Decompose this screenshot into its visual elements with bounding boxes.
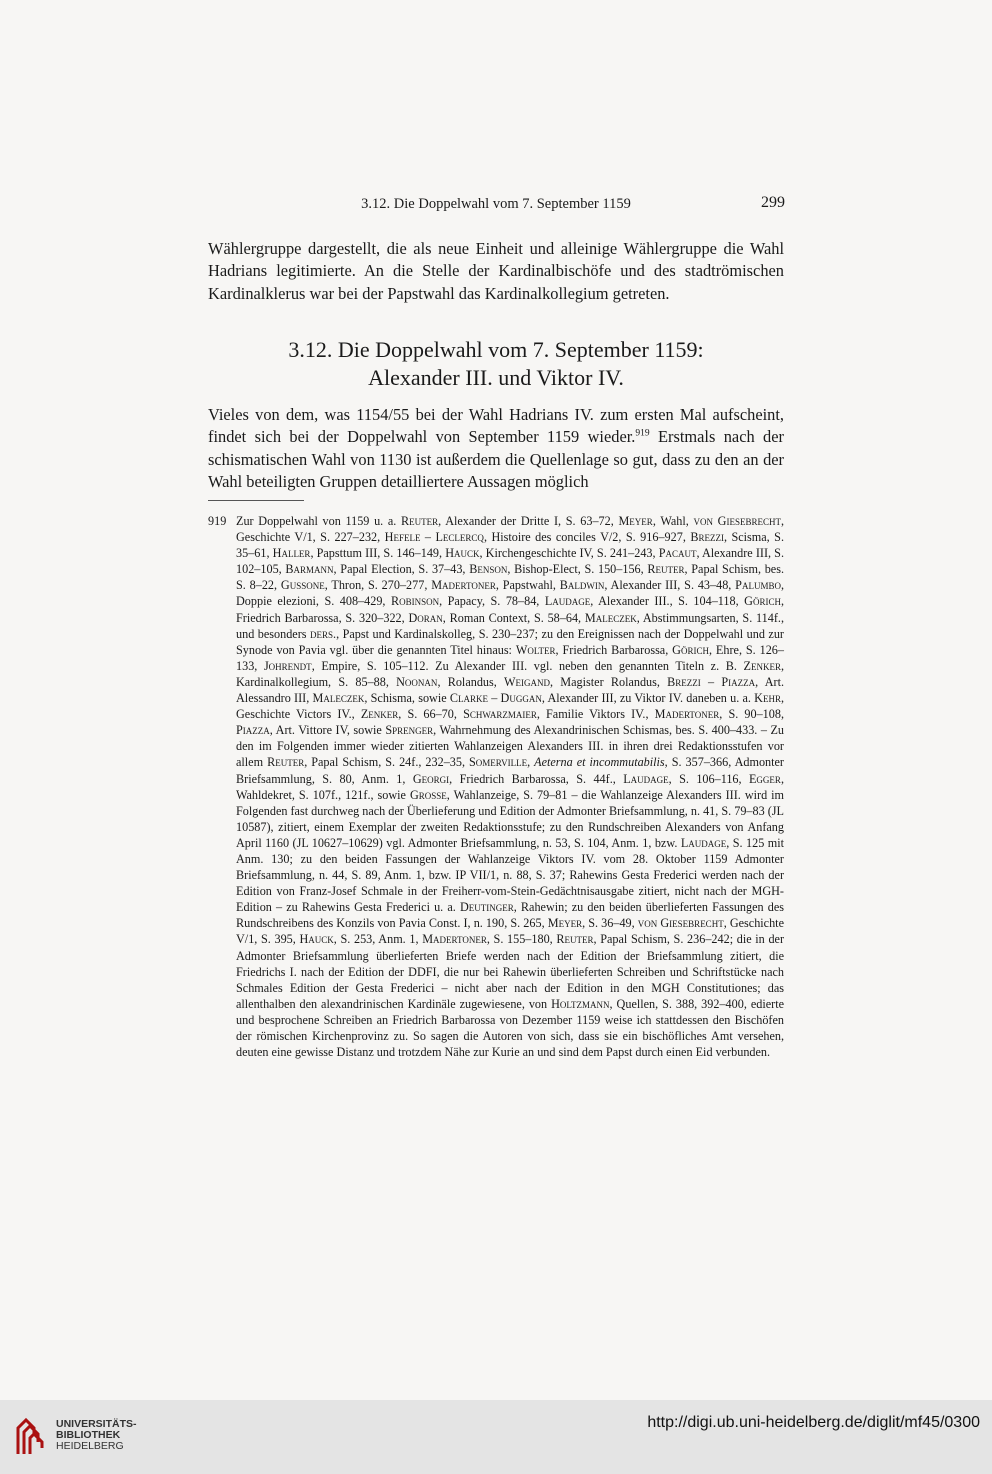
footnote-author: Kehr xyxy=(754,691,781,706)
footnote-author: Somerville xyxy=(469,755,528,770)
footnote-author: Reuter xyxy=(556,932,594,947)
footnote-text-part: , Geschichte Victors IV., xyxy=(236,691,785,722)
footnote-author: Gussone xyxy=(280,578,325,593)
footnote-text-part: , Papsttum III, S. 146–149, xyxy=(310,546,446,561)
footnote-text-part: , Kirchengeschichte IV, S. 241–243, xyxy=(479,546,659,561)
footnote-text-part: , Papstwahl, xyxy=(495,578,560,593)
footnote-text-part: , Alexander III, S. 43–48, xyxy=(604,578,736,593)
footnote-author: Noonan xyxy=(396,674,438,689)
paragraph-intro-text-cont: Erstmals nach der schismatischen Wahl von 1130 ist außerdem die Quellenlage so gut, dass zu den an der Wahl beteiligten Gruppen detailliertere Aussagen möglich xyxy=(208,427,784,492)
footnote-text-part: , Schisma, sowie xyxy=(364,691,450,706)
library-logo-icon xyxy=(12,1414,48,1458)
footnote-author: Zenker xyxy=(743,658,781,673)
permalink-url[interactable]: http://digi.ub.uni-heidelberg.de/diglit/mf45/0300 xyxy=(647,1414,980,1431)
footnote-text-part: , Thron, S. 270–277, xyxy=(324,578,432,593)
footnote-text-part: , S. 125 mit Anm. 130; zu den beiden Fassungen der Wahlanzeige Viktors IV. vom 28. Oktober 1159 Admonter Briefsammlung, n. 44, S. 89, Anm. 1, bzw. IP VII/1, n. 88, S. 37; Rahewins Gesta Frederici werden nach der Edition von Franz-Josef Schmale in der Freiherr-vom-Stein-Gedächtnisausgabe zitiert, nicht nach der MGH-Edition – zu Rahewins Gesta Frederici u. a. xyxy=(236,835,784,915)
footnote-text-part: , Friedrich Barbarossa, S. 320–322, xyxy=(236,594,784,625)
section-heading-line1: 3.12. Die Doppelwahl vom 7. September 1159: xyxy=(288,337,704,362)
footnote-text-part: , Magister Rolandus, xyxy=(550,674,668,689)
footnote-text-part: , Bishop-Elect, S. 150–156, xyxy=(507,562,648,577)
footnote-text-part: , Alexander III, zu Viktor IV. daneben u. a. xyxy=(541,691,755,706)
footnote-author: Zenker xyxy=(360,707,399,722)
footnote-text-part: , Friedrich Barbarossa, S. 44f., xyxy=(449,771,624,786)
footnote-text-part: , Wahrnehmung des Alexandrinischen Schismas, bes. S. 400–433. – Zu den im Folgenden immer wieder zitierten Wahlanzeigen Alexanders III. in ihren drei Redaktionsstufen vor allem xyxy=(236,723,784,770)
library-name xyxy=(56,1419,137,1452)
footnote-text-part: , Roman Context, S. 58–64, xyxy=(442,610,585,625)
footnote-text-part: , Alexander der Dritte I, S. 63–72, xyxy=(438,514,619,528)
footnote-text-part: , Empire, S. 105–112. Zu Alexander III. vgl. neben den genannten Titeln z. B. xyxy=(311,658,744,673)
footnote-text-part: , Geschichte V/1, S. 395, xyxy=(236,916,784,947)
footnote-author: Meyer xyxy=(618,514,653,528)
page-number: 299 xyxy=(761,194,785,211)
paragraph-intro-text: Vieles von dem, was 1154/55 bei der Wahl Hadrians IV. zum ersten Mal aufscheint, findet sich bei der Doppelwahl von September 1159 wieder. xyxy=(208,405,784,447)
footnote-text-part: , Papal Election, S. 37–43, xyxy=(333,562,470,577)
section-heading xyxy=(208,336,784,392)
footnote-text-part: , S. 155–180, xyxy=(486,932,557,947)
footnote-author: Wolter xyxy=(515,642,556,657)
footnote-text-part: , Papst und Kardinalskolleg, S. 230–237; zu den Ereignissen nach der Doppelwahl und zur Synode von Pavia vgl. über die genannten Titel hinaus: xyxy=(236,626,784,657)
footnote-author: Hauck xyxy=(445,546,480,561)
footnote-text-part: , S. 357–366, Admonter Briefsammlung, S. 80, Anm. 1, xyxy=(236,755,784,786)
footnote-text-part: , Familie Viktors IV., xyxy=(536,707,655,722)
footnote-text xyxy=(236,513,784,1060)
footnote-text-part: , Doppie elezioni, S. 408–429, xyxy=(236,578,784,609)
viewer-footer xyxy=(0,1400,992,1474)
footnote-text-part: , Kardinalkollegium, S. 85–88, xyxy=(236,658,785,689)
footnote-author: Schwarzmaier xyxy=(463,707,537,722)
footnote-text-part: , Alexander III., S. 104–118, xyxy=(590,594,745,609)
footnote-author: Sprenger xyxy=(385,723,434,738)
footnote-text-part: , Scisma, S. 35–61, xyxy=(236,530,785,561)
footnote-text-part: , Papal Schism, bes. S. 8–22, xyxy=(236,562,784,593)
footnote-author: von Giesebrecht xyxy=(693,514,781,528)
footnote-919 xyxy=(208,513,784,1060)
footnote-text-part: , Art. Vittore IV, sowie xyxy=(269,723,386,738)
footnote-author: Benson xyxy=(469,562,508,577)
footnote-author: Hauck xyxy=(299,932,334,947)
library-name-line2: BIBLIOTHEK xyxy=(56,1429,121,1441)
footnote-text-part: , Ehre, S. 126–133, xyxy=(236,642,784,673)
footnote-text-part: , Wahldekret, S. 107f., 121f., sowie xyxy=(236,771,784,802)
footnote-author: Maleczek xyxy=(312,691,365,706)
footnote-author: Palumbo xyxy=(735,578,781,593)
footnote-author: Georgi xyxy=(412,771,450,786)
footnote-text-part: , Rahewin; zu den beiden überlieferten Fassungen des Rundschreibens des Konzils von Pavia Const. I, n. 190, S. 265, xyxy=(236,900,784,931)
footnote-author: Robinson xyxy=(390,594,440,609)
footnote-author: Deutinger xyxy=(459,900,514,915)
footnote-author: Clarke – Duggan xyxy=(449,691,542,706)
footnote-author: Madertoner xyxy=(654,707,720,722)
paragraph-intro xyxy=(208,404,784,494)
footnote-author: Maleczek xyxy=(584,610,637,625)
footnote-text-part: , S. 253, Anm. 1, xyxy=(333,932,423,947)
footnote-author: Pacaut xyxy=(658,546,697,561)
footnote-text-part: , Art. Alessandro III, xyxy=(236,674,784,706)
footnote-author: Madertoner xyxy=(431,578,496,593)
footnote-author: Reuter xyxy=(401,514,439,528)
footnote-author: Laudage xyxy=(680,835,727,850)
footnote-text-part: , S. 106–116, xyxy=(668,771,749,786)
footnote-text-part: , S. 90–108, xyxy=(719,707,784,722)
library-name-line3: HEIDELBERG xyxy=(56,1440,124,1452)
footnote-text-part: , Papacy, S. 78–84, xyxy=(439,594,545,609)
footnote-author: Madertoner xyxy=(422,932,487,947)
footnote-text-part: Zur Doppelwahl von 1159 u. a. xyxy=(236,514,402,528)
footnote-reference[interactable]: 919 xyxy=(635,428,650,439)
footnote-divider xyxy=(208,500,304,501)
footnote-author: Piazza xyxy=(236,723,270,738)
footnote-author: Laudage xyxy=(544,594,591,609)
section-heading-line2: Alexander III. und Viktor IV. xyxy=(368,365,624,390)
footnote-author: Haller xyxy=(272,546,311,561)
footnote-author: Görich xyxy=(672,642,709,657)
footnote-author: Baldwin xyxy=(559,578,605,593)
running-title: 3.12. Die Doppelwahl vom 7. September 1159 xyxy=(361,196,631,212)
footnote-author: Holtzmann xyxy=(551,996,610,1011)
footnote-text-part: , Histoire des conciles V/2, S. 916–927, xyxy=(483,530,691,545)
footnote-text-part: , Abstimmungsarten, S. 114f., und besonders xyxy=(236,610,785,641)
footnote-author: Barmann xyxy=(285,562,334,577)
footnote-author: von Giesebrecht xyxy=(637,916,724,931)
footnote-text-part: , Alexandre III, S. 102–105, xyxy=(236,546,784,577)
footnote-number: 919 xyxy=(208,514,227,528)
footnote-text-part: , Wahl, xyxy=(652,514,694,528)
footnote-text-part: , S. 36–49, xyxy=(582,916,638,931)
footnote-text-part: , Rolandus, xyxy=(437,674,505,689)
paragraph-continuation: Wählergruppe dargestellt, die als neue Einheit und alleinige Wählergruppe die Wahl Hadrians legitimierte. An die Stelle der Kardinalbischöfe und des stadtrömischen Kardinalklerus war bei der Papstwahl das Kardinalkollegium getreten. xyxy=(208,239,784,303)
footnote-text-part: , xyxy=(527,755,535,770)
footnote-author: Egger xyxy=(748,771,781,786)
footnote-author: Reuter xyxy=(647,562,685,577)
footnote-author: Meyer xyxy=(547,916,583,931)
footnote-author: Johrendt xyxy=(263,658,312,673)
footnote-text-part: , S. 66–70, xyxy=(398,707,464,722)
footnote-text-part: , Friedrich Barbarossa, xyxy=(555,642,673,657)
footnote-text-part: , Geschichte V/1, S. 227–232, xyxy=(236,514,784,545)
footnote-author: Reuter xyxy=(267,755,305,770)
footnote-author: Laudage xyxy=(623,771,669,786)
footnote-text-part: , Papal Schism, S. 236–242; die in der Admonter Briefsammlung überlieferten Briefe werden nach der Edition der Briefsammlung zitiert, die Friedrichs I. nach der Edition der DDFI, die nur bei Rahewin überlieferten Schreiben und Schriftstücke nach Schmales Edition der Gesta Frederici – nicht aber nach der Edition in den MGH Constitutiones; das allenthalben den alexandrinischen Kardinäle zugewiesene, von xyxy=(236,932,785,1011)
footnote-text-part: , Papal Schism, S. 24f., 232–35, xyxy=(304,755,470,770)
footnote-author: Görich xyxy=(744,594,781,609)
footnote-text-part: , Quellen, S. 388, 392–400, edierte und besprochene Schreiben an Friedrich Barbarossa von Dezember 1159 weise ich stattdessen den Bischöfen der römischen Kirchenprovinz zu. So sagen die Autoren von sich, dass sie ein bischöfliches Amt versehen, deuten eine gewisse Distanz und trotzdem Nähe zur Kurie an und sind dem Papst durch einen Eid verbunden. xyxy=(236,996,784,1060)
footnote-author: ders. xyxy=(310,626,337,641)
footnote-title: Aeterna et incommutabilis xyxy=(534,755,665,770)
footnote-author: Brezzi xyxy=(690,530,724,545)
library-name-line1: UNIVERSITÄTS- xyxy=(56,1418,137,1430)
footnote-author: Brezzi – Piazza xyxy=(667,674,756,689)
footnote-author: Doran xyxy=(408,610,443,625)
footnote-author: Grosse xyxy=(409,787,447,802)
footnote-author: Hefele – Leclercq xyxy=(384,530,484,545)
footnote-author: Weigand xyxy=(504,674,551,689)
footnote-text-part: , Wahlanzeige, S. 79–81 – die Wahlanzeige Alexanders III. wird im Folgenden fast durchweg nach der Überlieferung und Edition der Admonter Briefsammlung, n. 41, S. 79–83 (JL 10587), zitiert, einem Exemplar der zweiten Redaktionsstufe; zu den Rundschreiben Alexanders von Anfang April 1160 (JL 10627–10629) vgl. Admonter Briefsammlung, n. 53, S. 104, Anm. 1, bzw. xyxy=(236,787,785,850)
